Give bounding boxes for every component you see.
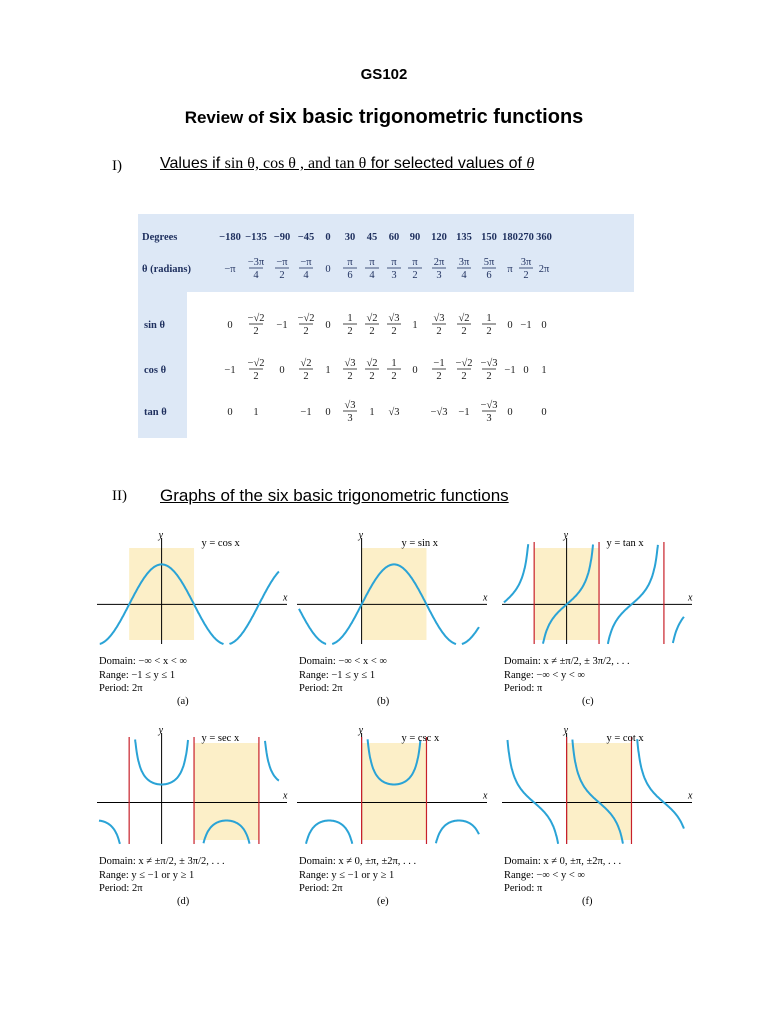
y-axis-letter: y	[563, 725, 569, 736]
period-text: Period: 2π	[299, 683, 343, 694]
row-2-val-4	[325, 407, 330, 418]
graph-sin	[297, 530, 488, 707]
radian-2	[275, 257, 289, 281]
row-2-val-5-den: 3	[347, 413, 353, 424]
row-0-val-7	[387, 312, 401, 337]
x-axis-letter: x	[283, 790, 288, 802]
degree-5: 30	[344, 232, 356, 243]
panel-tag: (d)	[177, 896, 190, 907]
row-0-val-3	[298, 312, 315, 337]
function-label: y = sec x	[201, 733, 240, 744]
radian-4-text: 0	[325, 264, 331, 275]
range-text: Range: −1 ≤ y ≤ 1	[99, 670, 176, 681]
x-axis-letter: x	[483, 790, 488, 802]
row-2-val-3-text: −1	[300, 407, 312, 418]
domain-text: Domain: x ≠ ±π/2, ± 3π/2, . . .	[99, 856, 225, 867]
row-2-val-7	[388, 406, 399, 418]
row-2-val-14-text: 0	[541, 407, 547, 418]
period-text: Period: 2π	[99, 683, 143, 694]
trig-values-table	[138, 214, 634, 438]
panel-tag: (f)	[582, 896, 593, 907]
degree-14: 360	[536, 232, 552, 243]
row-0-val-3-den: 2	[303, 326, 309, 337]
radian-13-num: 3π	[520, 257, 532, 268]
row-0-val-1-num: −√2	[247, 313, 265, 324]
y-axis-letter: y	[158, 530, 164, 541]
graph-panels	[92, 530, 692, 920]
row-0-val-12-text: 0	[507, 320, 513, 331]
range-text: Range: y ≤ −1 or y ≥ 1	[99, 870, 195, 881]
radian-3-den: 4	[303, 270, 309, 281]
row-0-val-7-num: √3	[388, 313, 400, 324]
row-0-val-12	[507, 320, 512, 331]
row-2-val-5-num: √3	[344, 400, 356, 411]
range-text: Range: y ≤ −1 or y ≥ 1	[299, 870, 395, 881]
row-1-val-3-num: √2	[300, 358, 312, 369]
radian-0	[224, 264, 236, 275]
row-0-val-11-den: 2	[486, 326, 492, 337]
radian-6	[365, 257, 379, 281]
degree-8: 90	[409, 232, 421, 243]
row-1-val-10-den: 2	[461, 371, 467, 382]
function-label: y = csc x	[401, 733, 440, 744]
radian-10-num: 3π	[458, 257, 470, 268]
y-axis-letter: y	[358, 530, 364, 541]
row-2-val-12	[507, 407, 512, 418]
y-axis-letter: y	[158, 725, 164, 736]
period-shade	[362, 743, 427, 840]
row-0-val-11	[482, 313, 496, 337]
degrees-label: Degrees	[142, 232, 178, 243]
row-1-val-3-den: 2	[303, 371, 309, 382]
radian-6-num: π	[369, 257, 375, 268]
row-0-val-6-den: 2	[369, 326, 375, 337]
row-1-val-2-text: 0	[279, 365, 285, 376]
radian-2-den: 2	[279, 270, 285, 281]
radian-7-num: π	[391, 257, 397, 268]
row-1-val-8	[412, 365, 417, 376]
degree-0: −180	[219, 232, 241, 243]
radian-10	[457, 257, 471, 281]
radian-1-num: −3π	[247, 257, 265, 268]
row-0-val-4-text: 0	[325, 320, 331, 331]
row-0-val-4	[325, 320, 330, 331]
row-1-val-5-num: √3	[344, 358, 356, 369]
row-0-val-14	[541, 320, 546, 331]
degree-13: 270	[518, 232, 534, 243]
section-1-theta: θ	[526, 155, 535, 172]
function-label: y = tan x	[606, 538, 644, 549]
section-2-heading: Graphs of the six basic trigonometric functions	[160, 486, 509, 505]
degree-2: −90	[273, 232, 291, 243]
period-text: Period: 2π	[299, 883, 343, 894]
range-text: Range: −∞ < y < ∞	[504, 670, 585, 681]
row-1-val-1-num: −√2	[247, 358, 265, 369]
period-shade	[362, 548, 427, 640]
row-1-val-7-num: 1	[391, 358, 397, 369]
row-1-val-9-den: 2	[436, 371, 442, 382]
graph-tan	[502, 530, 693, 707]
period-text: Period: π	[504, 883, 543, 894]
range-text: Range: −∞ < y < ∞	[504, 870, 585, 881]
row-0-val-13	[520, 320, 531, 331]
row-2-val-10-text: −1	[458, 407, 470, 418]
row-2-val-1	[253, 407, 258, 418]
row-2-val-11-num: −√3	[480, 400, 498, 411]
section-1-text-b: for selected values of	[366, 155, 527, 172]
title-prefix: Review of	[184, 108, 269, 127]
panel-tag: (a)	[177, 696, 189, 707]
row-0-val-7-den: 2	[391, 326, 397, 337]
row-1-val-6-den: 2	[369, 371, 375, 382]
row-1-val-9-num: −1	[433, 358, 445, 369]
radians-label: θ (radians)	[142, 264, 191, 275]
row-0-val-0	[227, 320, 232, 331]
row-1-val-11-den: 2	[486, 371, 492, 382]
row-0-val-8-text: 1	[412, 320, 418, 331]
degree-1: −135	[245, 232, 267, 243]
row-2-val-12-text: 0	[507, 407, 513, 418]
row-0-val-5-num: 1	[347, 313, 353, 324]
degree-6: 45	[366, 232, 378, 243]
row-0-val-14-text: 0	[541, 320, 547, 331]
row-1-val-13	[523, 365, 528, 376]
degree-10: 135	[456, 232, 472, 243]
x-axis-letter: x	[688, 790, 693, 802]
radian-11-num: 5π	[483, 257, 495, 268]
row-2-val-1-text: 1	[253, 407, 259, 418]
row-2-val-6	[369, 407, 374, 418]
row-0-val-10-num: √2	[458, 313, 470, 324]
panel-tag: (c)	[582, 696, 594, 707]
radian-14	[539, 264, 550, 275]
panel-tag: (b)	[377, 696, 390, 707]
radian-10-den: 4	[461, 270, 467, 281]
row-1-val-7-den: 2	[391, 371, 397, 382]
period-shade	[194, 743, 259, 840]
row-0-val-8	[412, 320, 417, 331]
row-1-val-10	[456, 357, 473, 382]
radian-5-num: π	[347, 257, 353, 268]
row-2-val-7-text: √3	[388, 407, 400, 418]
radian-2-num: −π	[276, 257, 288, 268]
row-2-val-9	[431, 406, 448, 418]
domain-text: Domain: −∞ < x < ∞	[299, 656, 387, 667]
row-1-val-5-den: 2	[347, 371, 353, 382]
section-1-text-a: Values if	[160, 155, 225, 172]
course-code: GS102	[360, 66, 408, 83]
row-0-val-10	[457, 312, 471, 337]
row-1-val-1-den: 2	[253, 371, 259, 382]
row-0-val-9-den: 2	[436, 326, 442, 337]
table-grid	[138, 214, 634, 438]
row-1-val-7	[387, 358, 401, 382]
period-shade	[567, 743, 632, 840]
row-2-val-11	[481, 399, 498, 424]
row-1-val-11	[481, 357, 498, 382]
row-2-val-14	[541, 407, 546, 418]
period-text: Period: π	[504, 683, 543, 694]
panel-tag: (e)	[377, 896, 389, 907]
row-1-val-4	[325, 365, 330, 376]
radian-9-num: 2π	[433, 257, 445, 268]
radian-12	[507, 264, 513, 275]
radian-0-text: −π	[224, 264, 236, 275]
row-2-val-5	[343, 399, 357, 424]
radian-9-den: 3	[436, 270, 442, 281]
radian-1-den: 4	[253, 270, 259, 281]
row-1-val-12	[504, 365, 515, 376]
row-0-val-0-text: 0	[227, 320, 233, 331]
row-0-val-6	[365, 312, 379, 337]
degree-3: −45	[297, 232, 315, 243]
graph-cot	[502, 725, 693, 907]
row-2-val-10	[458, 407, 469, 418]
row-2-val-6-text: 1	[369, 407, 375, 418]
function-label: y = cot x	[606, 733, 644, 744]
radian-8	[408, 257, 422, 281]
row-label-1: cos θ	[144, 365, 167, 376]
section-2-numeral: II)	[112, 488, 127, 504]
radian-14-text: 2π	[538, 264, 550, 275]
radian-11-den: 6	[486, 270, 492, 281]
row-1-val-10-num: −√2	[455, 358, 473, 369]
row-1-val-0	[224, 365, 235, 376]
row-1-val-2	[279, 365, 284, 376]
function-label: y = sin x	[401, 538, 439, 549]
radian-6-den: 4	[369, 270, 375, 281]
radian-9	[432, 257, 446, 281]
radian-7	[387, 257, 401, 281]
row-0-val-9-num: √3	[433, 313, 445, 324]
row-1-val-0-text: −1	[224, 365, 236, 376]
row-0-val-13-text: −1	[520, 320, 532, 331]
trig-graphs	[92, 530, 692, 920]
degree-12: 180	[502, 232, 518, 243]
title-main: six basic trigonometric functions	[268, 106, 584, 128]
row-1-val-9	[432, 358, 446, 382]
x-axis-letter: x	[283, 592, 288, 604]
row-0-val-1-den: 2	[253, 326, 259, 337]
y-axis-letter: y	[358, 725, 364, 736]
row-2-val-3	[300, 407, 311, 418]
degree-4: 0	[325, 232, 331, 243]
row-1-val-14	[541, 365, 546, 376]
row-label-0: sin θ	[144, 320, 165, 331]
row-2-val-11-den: 3	[486, 413, 492, 424]
row-1-val-3	[299, 357, 313, 382]
radian-12-text: π	[507, 264, 513, 275]
row-1-val-12-text: −1	[504, 365, 516, 376]
degree-9: 120	[431, 232, 447, 243]
x-axis-letter: x	[483, 592, 488, 604]
row-0-val-11-num: 1	[486, 313, 492, 324]
domain-text: Domain: x ≠ 0, ±π, ±2π, . . .	[504, 856, 622, 867]
row-0-val-6-num: √2	[366, 313, 378, 324]
radian-4	[325, 264, 330, 275]
row-2-val-0	[227, 407, 232, 418]
row-label-2: tan θ	[144, 407, 167, 418]
row-1-val-1	[248, 357, 265, 382]
row-0-val-2	[276, 320, 287, 331]
row-1-val-6	[365, 357, 379, 382]
row-2-val-9-text: −√3	[430, 407, 448, 418]
radian-8-num: π	[412, 257, 418, 268]
section-1-heading	[160, 155, 534, 173]
range-text: Range: −1 ≤ y ≤ 1	[299, 670, 376, 681]
graph-sec	[97, 725, 288, 907]
domain-text: Domain: x ≠ ±π/2, ± 3π/2, . . .	[504, 656, 630, 667]
row-0-val-9	[432, 312, 446, 337]
graph-cos	[97, 530, 288, 707]
row-1-val-5	[343, 357, 357, 382]
radian-1	[248, 257, 265, 281]
function-label: y = cos x	[201, 538, 240, 549]
row-1-val-8-text: 0	[412, 365, 418, 376]
radian-3-num: −π	[300, 257, 312, 268]
graph-csc	[297, 725, 488, 907]
row-0-val-2-text: −1	[276, 320, 288, 331]
row-0-val-3-num: −√2	[297, 313, 315, 324]
degree-7: 60	[388, 232, 400, 243]
radian-5-den: 6	[347, 270, 353, 281]
radian-8-den: 2	[412, 270, 418, 281]
radian-11	[482, 257, 496, 281]
row-2-val-0-text: 0	[227, 407, 233, 418]
domain-text: Domain: x ≠ 0, ±π, ±2π, . . .	[299, 856, 417, 867]
radian-13	[519, 257, 533, 281]
page-title	[0, 106, 768, 129]
section-1-numeral: I)	[112, 158, 122, 174]
row-1-val-11-num: −√3	[480, 358, 498, 369]
radian-3	[299, 257, 313, 281]
radian-7-den: 3	[391, 270, 397, 281]
x-axis-letter: x	[688, 592, 693, 604]
row-2-val-4-text: 0	[325, 407, 331, 418]
row-1-val-6-num: √2	[366, 358, 378, 369]
row-1-val-14-text: 1	[541, 365, 547, 376]
row-0-val-10-den: 2	[461, 326, 467, 337]
period-text: Period: 2π	[99, 883, 143, 894]
row-1-val-13-text: 0	[523, 365, 529, 376]
radian-13-den: 2	[523, 270, 529, 281]
row-1-val-4-text: 1	[325, 365, 331, 376]
radian-5	[343, 257, 357, 281]
degree-11: 150	[481, 232, 497, 243]
section-1-math: sin θ, cos θ , and tan θ	[224, 155, 367, 172]
domain-text: Domain: −∞ < x < ∞	[99, 656, 187, 667]
row-0-val-5-den: 2	[347, 326, 353, 337]
y-axis-letter: y	[563, 530, 569, 541]
row-0-val-1	[248, 312, 265, 337]
row-0-val-5	[343, 313, 357, 337]
